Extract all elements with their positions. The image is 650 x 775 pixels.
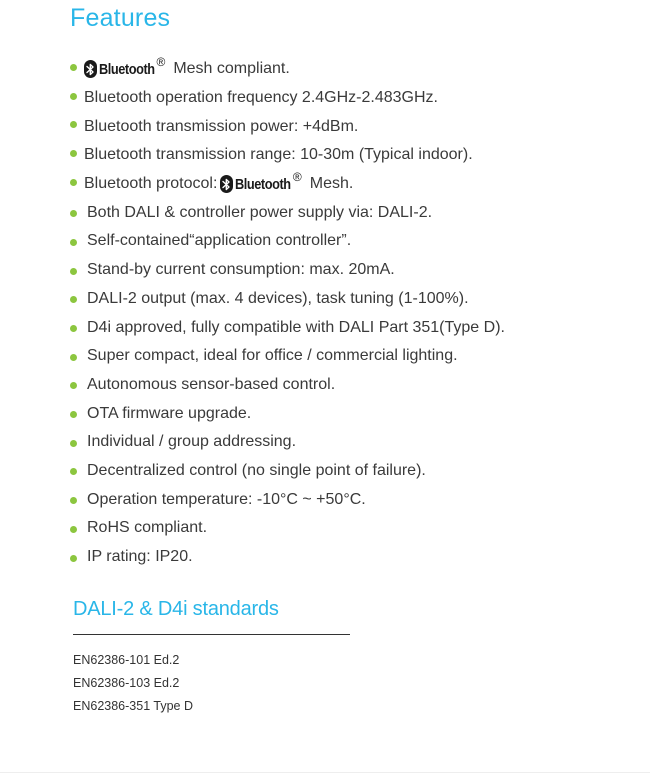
bullet-icon	[70, 468, 77, 475]
bullet-icon	[70, 93, 77, 100]
standards-divider	[73, 634, 350, 635]
feature-text: Bluetooth operation frequency 2.4GHz-2.483GHz.	[84, 89, 438, 107]
bluetooth-rune-icon	[220, 175, 233, 193]
feature-text: Operation temperature: -10°C ~ +50°C.	[87, 490, 366, 508]
bluetooth-rune-icon	[84, 60, 97, 78]
feature-text: Mesh compliant.	[173, 60, 290, 78]
bullet-icon	[70, 354, 77, 361]
feature-item	[70, 543, 505, 572]
feature-item	[70, 141, 505, 170]
bullet-icon	[70, 325, 77, 332]
feature-text: Bluetooth transmission power: +4dBm.	[84, 117, 359, 135]
standard-item: EN62386-101 Ed.2	[73, 653, 180, 667]
feature-text: Bluetooth protocol:	[84, 175, 218, 193]
bullet-icon	[70, 526, 77, 533]
feature-item	[70, 428, 505, 457]
feature-text: D4i approved, fully compatible with DALI Part 351(Type D).	[87, 318, 505, 336]
feature-text: DALI-2 output (max. 4 devices), task tuning (1-100%).	[87, 289, 469, 307]
standard-item: EN62386-103 Ed.2	[73, 676, 180, 690]
bullet-icon	[70, 555, 77, 562]
page-divider	[0, 772, 650, 773]
bullet-icon	[70, 121, 77, 128]
standards-heading: DALI-2 & D4i standards	[73, 598, 279, 620]
feature-text: Super compact, ideal for office / commercial lighting.	[87, 347, 458, 365]
feature-item	[70, 313, 505, 342]
feature-item	[70, 198, 505, 227]
feature-text: Stand-by current consumption: max. 20mA.	[87, 261, 395, 279]
feature-text: RoHS compliant.	[87, 519, 208, 537]
feature-item	[70, 55, 505, 84]
feature-text: Self-contained“application controller”.	[87, 232, 352, 250]
feature-item	[70, 84, 505, 113]
standard-item: EN62386-351 Type D	[73, 699, 193, 713]
feature-text: Decentralized control (no single point of failure).	[87, 461, 426, 479]
bluetooth-logo-icon	[84, 55, 166, 78]
bullet-icon	[70, 440, 77, 447]
registered-mark: ®	[292, 170, 302, 185]
feature-item	[70, 457, 505, 486]
bullet-icon	[70, 179, 77, 186]
feature-text: Autonomous sensor-based control.	[87, 375, 336, 393]
bullet-icon	[70, 296, 77, 303]
feature-item	[70, 485, 505, 514]
bluetooth-wordmark: Bluetooth	[235, 175, 292, 193]
feature-item	[70, 112, 505, 141]
feature-item	[70, 514, 505, 543]
feature-item	[70, 256, 505, 285]
feature-list	[70, 55, 505, 571]
feature-text: Both DALI & controller power supply via: DALI-2.	[87, 203, 433, 221]
feature-text: IP rating: IP20.	[87, 548, 193, 566]
bullet-icon	[70, 150, 77, 157]
bullet-icon	[70, 210, 77, 217]
standards-list	[73, 650, 193, 719]
bluetooth-logo-icon	[220, 170, 302, 193]
feature-item	[70, 399, 505, 428]
feature-text: Bluetooth transmission range: 10-30m (Typical indoor).	[84, 146, 473, 164]
feature-item	[70, 342, 505, 371]
bullet-icon	[70, 268, 77, 275]
bullet-icon	[70, 382, 77, 389]
feature-item	[70, 285, 505, 314]
bullet-icon	[70, 497, 77, 504]
feature-item	[70, 170, 505, 199]
registered-mark: ®	[156, 55, 166, 70]
bluetooth-wordmark: Bluetooth	[99, 60, 155, 78]
feature-text: Individual / group addressing.	[87, 433, 297, 451]
feature-text: Mesh.	[309, 175, 354, 193]
feature-text: OTA firmware upgrade.	[87, 404, 252, 422]
bullet-icon	[70, 64, 77, 71]
features-heading: Features	[70, 4, 171, 32]
bullet-icon	[70, 239, 77, 246]
feature-item	[70, 227, 505, 256]
bullet-icon	[70, 411, 77, 418]
feature-item	[70, 371, 505, 400]
